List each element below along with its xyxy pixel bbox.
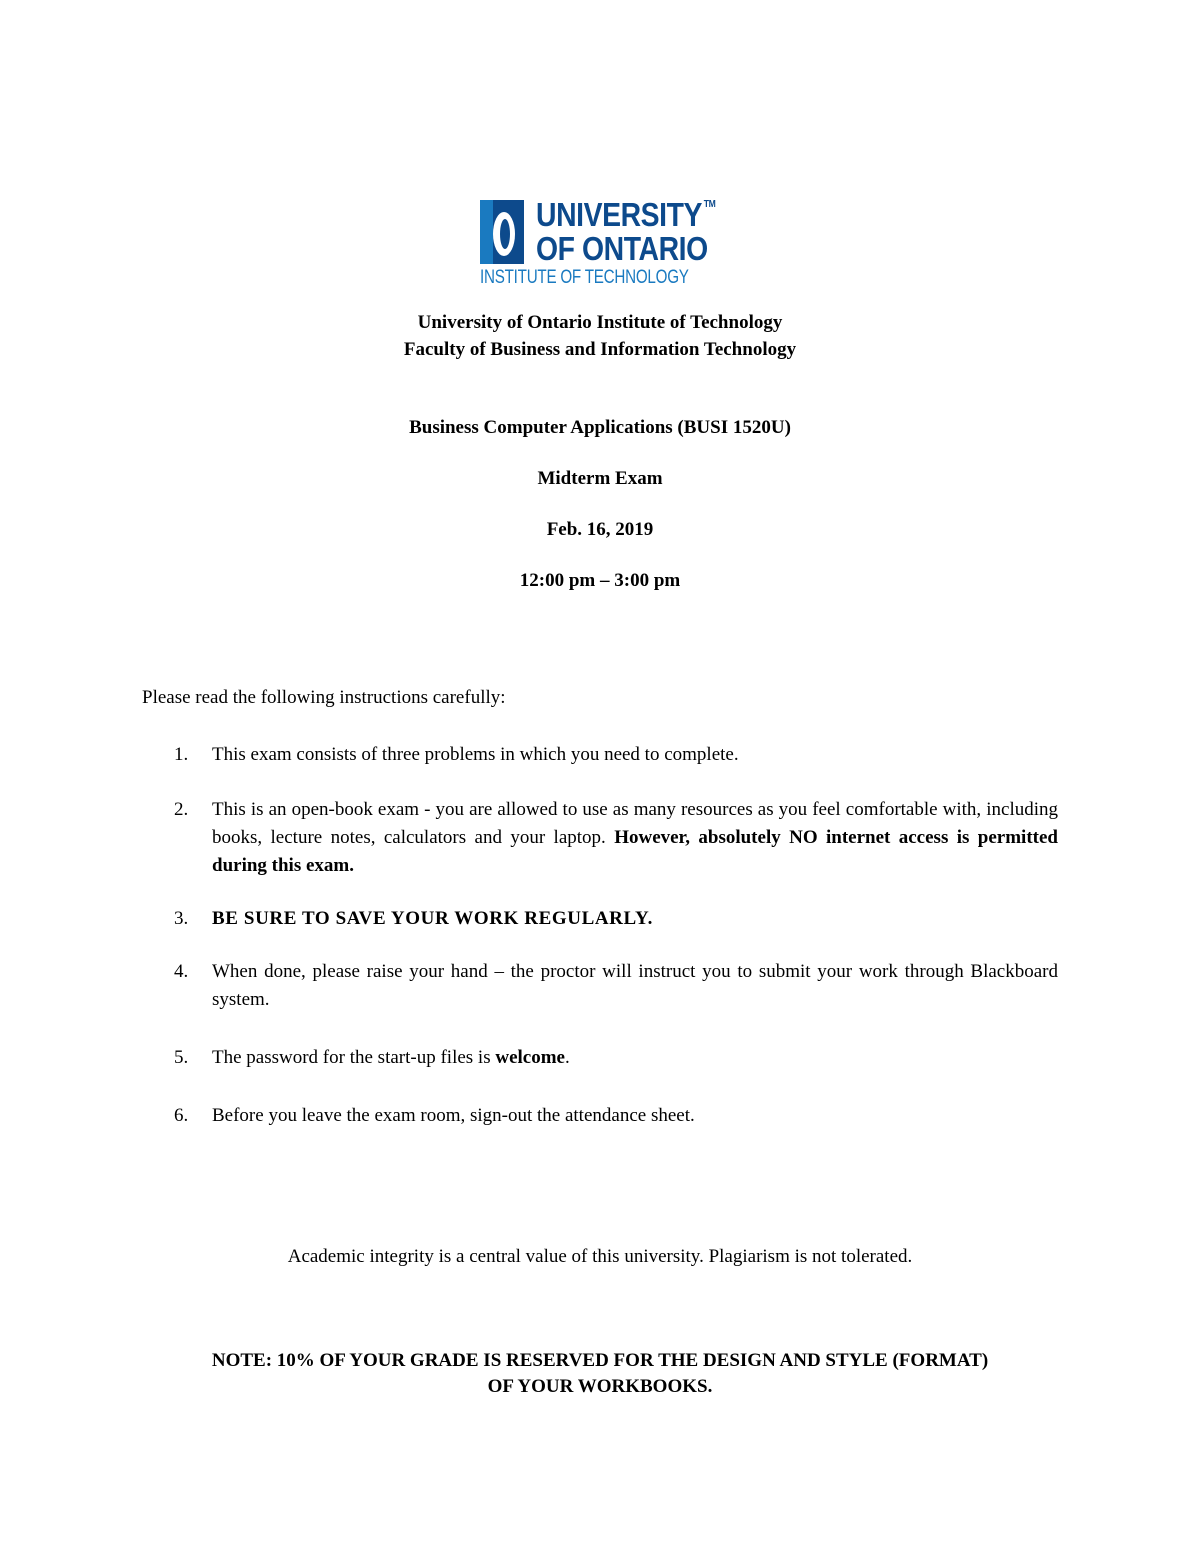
list-item-plain-text: The password for the start-up files is	[212, 1047, 496, 1068]
exam-time: 12:00 pm – 3:00 pm	[519, 570, 681, 591]
list-item-text: This exam consists of three problems in which you need to complete.	[212, 744, 739, 765]
list-item-plain-text: This is an open-book exam - you are allowed to use as many resources as you feel comfortable with, including books, lecture notes, calculators and your laptop.	[212, 799, 1058, 848]
uoit-shield-logo-icon	[480, 200, 524, 264]
list-item-text	[212, 796, 1058, 880]
list-item-text: Before you leave the exam room, sign-out the attendance sheet.	[212, 1105, 695, 1126]
list-item-number: 5.	[174, 1047, 189, 1068]
list-item-bold-text: welcome	[495, 1047, 565, 1068]
logo-trademark: TM	[703, 199, 716, 210]
academic-integrity-statement: Academic integrity is a central value of this university. Plagiarism is not tolerated.	[287, 1246, 913, 1267]
list-item-number: 2.	[174, 799, 189, 820]
list-item-text	[212, 1044, 1058, 1072]
list-item-number: 4.	[174, 961, 189, 982]
logo-text-institute: INSTITUTE OF TECHNOLOGY	[480, 267, 689, 288]
grading-note-line-2: OF YOUR WORKBOOKS.	[487, 1376, 713, 1397]
university-logo	[480, 198, 730, 290]
exam-title: Midterm Exam	[537, 468, 663, 489]
faculty-title: Faculty of Business and Information Technology	[403, 339, 797, 360]
list-item-number: 1.	[174, 744, 189, 765]
grading-note-line-1: NOTE: 10% OF YOUR GRADE IS RESERVED FOR THE DESIGN AND STYLE (FORMAT)	[211, 1350, 989, 1371]
list-item-trailing-text: .	[565, 1047, 570, 1068]
list-item-text	[212, 905, 1058, 933]
course-title: Business Computer Applications (BUSI 1520U)	[409, 417, 791, 438]
list-item-number: 6.	[174, 1105, 189, 1126]
list-item-text: When done, please raise your hand – the proctor will instruct you to submit your work through Blackboard system.	[212, 961, 1058, 1010]
exam-date: Feb. 16, 2019	[546, 519, 654, 540]
list-item-number: 3.	[174, 908, 189, 929]
institution-title: University of Ontario Institute of Technology	[417, 312, 783, 333]
logo-text-university: UNIVERSITY ™	[536, 196, 716, 233]
list-item-bold-text: BE SURE TO SAVE YOUR WORK REGULARLY.	[212, 908, 653, 929]
grading-note	[0, 1348, 1200, 1400]
logo-text-of-ontario: OF ONTARIO	[536, 230, 708, 267]
instructions-intro: Please read the following instructions carefully:	[142, 687, 506, 708]
list-item-bold-text: However, absolutely NO internet access is permitted during this exam.	[212, 827, 1058, 876]
